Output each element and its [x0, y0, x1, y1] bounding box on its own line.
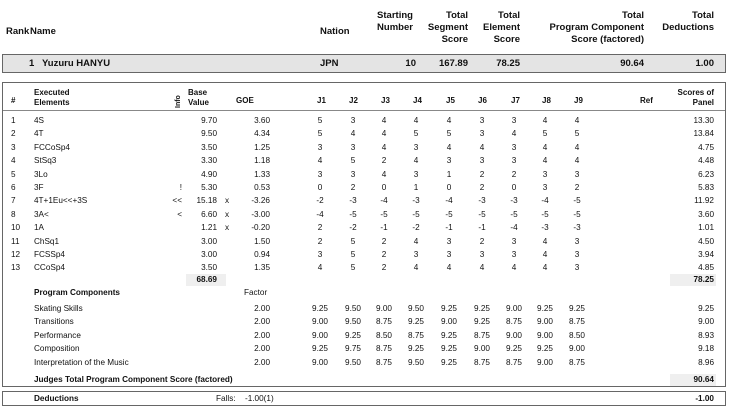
element-judge-1: -4: [316, 209, 324, 219]
element-row: [0, 235, 730, 248]
element-panel-score: 4.85: [698, 263, 714, 273]
component-judge-6: 8.75: [474, 330, 490, 340]
element-judge-1: 3: [317, 142, 323, 152]
element-judge-3: 4: [381, 116, 387, 125]
goe-header: GOE: [236, 96, 254, 105]
component-judge-9: 9.25: [569, 304, 585, 313]
element-judge-1: 5: [317, 129, 323, 139]
element-judge-2: 4: [350, 129, 356, 139]
element-judge-3: 4: [381, 142, 387, 152]
element-goe: 1.35: [254, 263, 270, 273]
element-judge-9: -3: [573, 223, 581, 233]
element-row: [0, 154, 730, 167]
element-judge-4: 3: [413, 142, 419, 152]
component-judge-5: 9.25: [441, 330, 457, 340]
element-judge-6: 3: [479, 116, 485, 125]
element-number-header: #: [11, 96, 16, 105]
element-judge-3: 2: [381, 250, 387, 259]
element-number: 3: [11, 142, 16, 152]
element-base-value: 15.18: [196, 196, 217, 206]
element-number: 13: [11, 263, 21, 273]
element-judge-1: -2: [316, 196, 324, 206]
factor-header: Factor: [244, 288, 268, 297]
element-number: 11: [11, 236, 20, 246]
element-judge-6: 4: [479, 142, 485, 152]
athlete-name: Yuzuru HANYU: [42, 58, 111, 69]
component-judge-9: 8.75: [569, 357, 585, 367]
element-judge-3: 0: [381, 183, 387, 192]
component-judge-8: 9.25: [537, 344, 553, 354]
element-judge-9: 3: [574, 236, 580, 246]
judge-header-2: J2: [349, 96, 358, 105]
element-code: 3A<: [34, 209, 49, 219]
component-judge-3: 8.50: [376, 330, 392, 340]
element-judge-1: 0: [317, 183, 323, 192]
component-judge-2: 9.50: [345, 304, 361, 313]
element-judge-3: -5: [380, 209, 388, 219]
element-base-value: 3.00: [201, 250, 217, 259]
element-panel-score: 1.01: [698, 223, 714, 233]
element-number: 10: [11, 223, 21, 233]
element-judge-7: 3: [511, 236, 517, 246]
component-name: Composition: [34, 344, 80, 354]
component-panel-score: 8.93: [698, 330, 714, 340]
component-judge-5: 9.25: [441, 304, 457, 313]
element-judge-6: 2: [479, 236, 485, 246]
element-info: <<: [172, 196, 182, 206]
judge-header-5: J5: [446, 96, 455, 105]
component-panel-score: 9.18: [698, 344, 714, 354]
element-number: 4: [11, 156, 16, 166]
element-panel-score: 3.60: [698, 209, 714, 219]
element-judge-6: -5: [478, 209, 486, 219]
element-judge-9: 4: [574, 156, 580, 166]
judge-header-9: J9: [574, 96, 583, 105]
element-judge-8: 4: [542, 250, 548, 259]
total-pcs-header: Total Program Component Score (factored): [549, 10, 644, 45]
element-goe: 0.53: [254, 183, 270, 192]
component-name: Transitions: [34, 317, 74, 327]
element-base-value: 9.50: [201, 129, 217, 139]
element-judge-6: 3: [479, 250, 485, 259]
element-judge-6: 2: [479, 183, 485, 192]
component-judge-7: 9.25: [506, 344, 522, 354]
component-judge-6: 9.00: [474, 344, 490, 354]
component-judge-3: 8.75: [376, 357, 392, 367]
component-judge-6: 8.75: [474, 357, 490, 367]
component-row: [0, 342, 730, 355]
scores-of-panel-header: Scores of Panel: [677, 88, 714, 107]
element-judge-8: 4: [542, 263, 548, 273]
component-name: Interpretation of the Music: [34, 357, 129, 367]
element-judge-9: 3: [574, 169, 580, 179]
element-row: [0, 127, 730, 140]
component-judge-4: 9.50: [408, 357, 424, 367]
element-judge-6: -3: [478, 196, 486, 206]
element-judge-2: 5: [350, 236, 356, 246]
component-judge-7: 9.00: [506, 304, 522, 313]
element-judge-6: 3: [479, 156, 485, 166]
element-panel-score: 13.84: [693, 129, 714, 139]
element-judge-5: 3: [446, 250, 452, 259]
element-judge-5: 0: [446, 183, 452, 192]
element-judge-1: 4: [317, 156, 323, 166]
element-judge-5: 5: [446, 129, 452, 139]
deductions-total: -1.00: [695, 394, 714, 403]
falls-label: Falls:: [216, 394, 236, 403]
element-base-value: 3.30: [201, 156, 217, 166]
element-row: [0, 114, 730, 127]
component-panel-score: 9.00: [698, 317, 714, 327]
element-judge-9: 3: [574, 250, 580, 259]
element-base-value: 4.90: [201, 169, 217, 179]
element-judge-5: 4: [446, 142, 452, 152]
component-judge-9: 8.50: [569, 330, 585, 340]
element-judge-6: -1: [478, 223, 486, 233]
element-bonus-marker: x: [225, 209, 230, 219]
component-row: [0, 329, 730, 342]
base-value-header: Base Value: [188, 88, 209, 107]
component-factor: 2.00: [254, 344, 270, 354]
element-judge-2: -5: [349, 209, 357, 219]
element-base-value: 3.00: [201, 236, 217, 246]
element-judge-7: 0: [511, 183, 517, 192]
program-components-title: Program Components: [34, 288, 120, 297]
element-judge-1: 5: [317, 116, 323, 125]
element-goe: 4.34: [254, 129, 270, 139]
element-judge-8: 3: [542, 169, 548, 179]
element-judge-4: -2: [412, 223, 420, 233]
starting-number-header: Starting Number: [377, 10, 413, 33]
element-judge-7: 3: [511, 116, 517, 125]
component-judge-1: 9.25: [312, 344, 328, 354]
component-judge-6: 9.25: [474, 317, 490, 327]
element-judge-3: 2: [381, 263, 387, 273]
component-judge-1: 9.25: [312, 304, 328, 313]
deductions-label: Deductions: [34, 394, 79, 403]
element-judge-4: 4: [413, 263, 419, 273]
element-judge-7: 2: [511, 169, 517, 179]
info-header: Info: [175, 95, 182, 108]
judges-total-pcs-label: Judges Total Program Component Score (factored): [34, 375, 233, 384]
element-number: 8: [11, 209, 16, 219]
component-judge-3: 9.00: [376, 304, 392, 313]
component-panel-score: 9.25: [698, 304, 714, 313]
element-judge-2: -2: [349, 223, 357, 233]
element-judge-2: 5: [350, 263, 356, 273]
element-info: !: [179, 183, 182, 192]
athlete-total-deductions: 1.00: [695, 58, 714, 69]
component-judge-2: 9.50: [345, 357, 361, 367]
element-code: 4T: [34, 129, 44, 139]
element-judge-7: 4: [511, 263, 517, 273]
element-number: 6: [11, 183, 16, 192]
element-goe: -0.20: [251, 223, 270, 233]
element-code: 3Lo: [34, 169, 48, 179]
element-judge-7: 3: [511, 156, 517, 166]
element-code: StSq3: [34, 156, 57, 166]
component-judge-4: 9.25: [408, 317, 424, 327]
athlete-total-element-score: 78.25: [496, 58, 520, 69]
element-goe: 1.33: [254, 169, 270, 179]
component-judge-2: 9.50: [345, 317, 361, 327]
element-judge-7: 3: [511, 250, 517, 259]
element-code: 3F: [34, 183, 44, 192]
element-code: FCCoSp4: [34, 142, 70, 152]
element-number: 5: [11, 169, 16, 179]
athlete-total-pcs: 90.64: [620, 58, 644, 69]
element-judge-4: 4: [413, 156, 419, 166]
elements-score-total: 78.25: [693, 275, 714, 284]
element-judge-8: -4: [541, 196, 549, 206]
athlete-total-segment-score: 167.89: [438, 58, 468, 69]
deductions-bar: [2, 391, 726, 406]
element-judge-9: 4: [574, 142, 580, 152]
component-judge-8: 9.00: [537, 317, 553, 327]
element-panel-score: 5.83: [698, 183, 714, 192]
element-row: [0, 141, 730, 154]
component-row: [0, 315, 730, 328]
component-judge-4: 8.75: [408, 330, 424, 340]
element-judge-8: 4: [542, 156, 548, 166]
element-goe: 0.94: [254, 250, 270, 259]
component-judge-2: 9.75: [345, 344, 361, 354]
element-judge-7: -5: [510, 209, 518, 219]
component-judge-8: 9.00: [537, 357, 553, 367]
element-judge-4: 3: [413, 250, 419, 259]
element-number: 12: [11, 250, 21, 259]
element-judge-4: -5: [412, 209, 420, 219]
element-bonus-marker: x: [225, 223, 230, 233]
element-judge-9: -5: [573, 209, 581, 219]
element-code: ChSq1: [34, 236, 60, 246]
element-judge-4: 4: [413, 116, 419, 125]
element-code: FCSSp4: [34, 250, 65, 259]
element-judge-4: 4: [413, 236, 419, 246]
judge-header-3: J3: [381, 96, 390, 105]
element-number: 1: [11, 116, 16, 125]
element-bonus-marker: x: [225, 196, 230, 206]
judge-header-6: J6: [478, 96, 487, 105]
element-row: [0, 221, 730, 234]
element-judge-5: 4: [446, 116, 452, 125]
element-panel-score: 3.94: [698, 250, 714, 259]
element-panel-score: 4.75: [698, 142, 714, 152]
component-factor: 2.00: [254, 357, 270, 367]
element-judge-7: -4: [510, 223, 518, 233]
element-judge-5: 3: [446, 236, 452, 246]
component-factor: 2.00: [254, 330, 270, 340]
component-judge-2: 9.25: [345, 330, 361, 340]
component-judge-9: 9.00: [569, 344, 585, 354]
element-judge-2: 2: [350, 183, 356, 192]
element-judge-9: 5: [574, 129, 580, 139]
element-judge-5: -5: [445, 209, 453, 219]
element-base-value: 3.50: [201, 142, 217, 152]
element-judge-7: -3: [510, 196, 518, 206]
component-judge-8: 9.00: [537, 330, 553, 340]
component-judge-5: 9.25: [441, 357, 457, 367]
element-goe: 1.25: [254, 142, 270, 152]
element-judge-8: 3: [542, 183, 548, 192]
element-judge-1: 3: [317, 250, 323, 259]
component-judge-7: 8.75: [506, 357, 522, 367]
element-code: 4S: [34, 116, 45, 125]
element-judge-2: 5: [350, 250, 356, 259]
element-judge-8: 4: [542, 116, 548, 125]
element-row: [0, 194, 730, 207]
element-judge-1: 3: [317, 169, 323, 179]
element-judge-1: 2: [317, 223, 323, 233]
element-judge-9: 4: [574, 116, 580, 125]
element-judge-8: -5: [541, 209, 549, 219]
component-judge-5: 9.00: [441, 317, 457, 327]
judge-header-1: J1: [317, 96, 326, 105]
element-judge-4: -3: [412, 196, 420, 206]
component-row: [0, 356, 730, 369]
component-judge-8: 9.25: [537, 304, 553, 313]
element-judge-2: 5: [350, 156, 356, 166]
component-judge-9: 8.75: [569, 317, 585, 327]
judge-header-8: J8: [542, 96, 551, 105]
element-judge-2: 3: [350, 142, 356, 152]
element-judge-4: 3: [413, 169, 419, 179]
element-goe: -3.00: [251, 209, 270, 219]
element-code: 4T+1Eu<<+3S: [34, 196, 88, 206]
element-panel-score: 4.48: [698, 156, 714, 166]
element-judge-3: -1: [380, 223, 388, 233]
element-panel-score: 4.50: [698, 236, 714, 246]
judge-header-7: J7: [511, 96, 520, 105]
component-panel-score: 8.96: [698, 357, 714, 367]
component-judge-3: 8.75: [376, 317, 392, 327]
component-judge-1: 9.00: [312, 317, 328, 327]
element-judge-4: 5: [413, 129, 419, 139]
element-judge-3: 4: [381, 169, 387, 179]
element-code: 1A: [34, 223, 45, 233]
judge-header-4: J4: [413, 96, 422, 105]
referee-header: Ref: [640, 96, 653, 105]
element-base-value: 1.21: [201, 223, 217, 233]
component-judge-1: 9.00: [312, 357, 328, 367]
element-judge-2: -3: [349, 196, 357, 206]
element-judge-5: -1: [445, 223, 453, 233]
element-row: [0, 181, 730, 194]
element-judge-5: 1: [446, 169, 452, 179]
element-base-value: 5.30: [201, 183, 217, 192]
element-judge-3: 2: [381, 156, 387, 166]
element-judge-2: 3: [350, 116, 356, 125]
component-row: [0, 302, 730, 315]
element-judge-3: -4: [380, 196, 388, 206]
base-value-total: 68.69: [196, 275, 217, 284]
element-judge-5: 3: [446, 156, 452, 166]
component-name: Performance: [34, 330, 81, 340]
athlete-starting-number: 10: [405, 58, 416, 69]
element-base-value: 9.70: [201, 116, 217, 125]
athlete-nation: JPN: [320, 58, 339, 69]
element-judge-3: 2: [381, 236, 387, 246]
element-judge-6: 3: [479, 129, 485, 139]
component-name: Skating Skills: [34, 304, 83, 313]
element-judge-7: 4: [511, 129, 517, 139]
element-judge-4: 1: [413, 183, 419, 192]
element-judge-8: 4: [542, 236, 548, 246]
element-judge-8: 4: [542, 142, 548, 152]
rank-header: Rank: [6, 26, 30, 37]
element-panel-score: 6.23: [698, 169, 714, 179]
element-row: [0, 168, 730, 181]
component-judge-6: 9.25: [474, 304, 490, 313]
element-panel-score: 11.92: [694, 196, 714, 206]
element-judge-3: 4: [381, 129, 387, 139]
element-row: [0, 248, 730, 261]
element-base-value: 6.60: [201, 209, 217, 219]
element-judge-5: 4: [446, 263, 452, 273]
component-judge-3: 8.75: [376, 344, 392, 354]
element-goe: 3.60: [254, 116, 270, 125]
element-goe: -3.26: [251, 196, 270, 206]
element-judge-8: 5: [542, 129, 548, 139]
element-judge-6: 2: [479, 169, 485, 179]
component-judge-7: 8.75: [506, 317, 522, 327]
total-deductions-header: Total Deductions: [662, 10, 714, 33]
component-judge-7: 9.00: [506, 330, 522, 340]
component-judge-4: 9.25: [408, 344, 424, 354]
total-element-score-header: Total Element Score: [483, 10, 520, 45]
component-factor: 2.00: [254, 317, 270, 327]
element-code: CCoSp4: [34, 263, 65, 273]
judges-total-pcs-value: 90.64: [693, 375, 714, 384]
element-row: [0, 208, 730, 221]
nation-header: Nation: [320, 26, 350, 37]
athlete-rank: 1: [29, 58, 35, 69]
element-judge-7: 3: [511, 142, 517, 152]
element-info: <: [177, 209, 182, 219]
element-judge-1: 2: [317, 236, 323, 246]
executed-elements-header: Executed Elements: [34, 88, 70, 107]
component-judge-5: 9.25: [441, 344, 457, 354]
total-segment-score-header: Total Segment Score: [427, 10, 468, 45]
element-number: 7: [11, 196, 16, 206]
element-judge-9: -5: [573, 196, 581, 206]
component-judge-4: 9.50: [408, 304, 424, 313]
element-judge-5: -4: [445, 196, 453, 206]
element-judge-6: 4: [479, 263, 485, 273]
element-judge-2: 3: [350, 169, 356, 179]
element-goe: 1.50: [254, 236, 270, 246]
element-number: 2: [11, 129, 16, 139]
name-header: Name: [30, 26, 56, 37]
element-judge-8: -3: [541, 223, 549, 233]
component-factor: 2.00: [254, 304, 270, 313]
element-judge-9: 2: [574, 183, 580, 192]
element-panel-score: 13.30: [693, 116, 714, 125]
falls-value: -1.00(1): [245, 394, 274, 403]
element-base-value: 3.50: [201, 263, 217, 273]
element-judge-1: 4: [317, 263, 323, 273]
component-judge-1: 9.00: [312, 330, 328, 340]
element-row: [0, 261, 730, 274]
element-judge-9: 3: [574, 263, 580, 273]
element-goe: 1.18: [254, 156, 270, 166]
